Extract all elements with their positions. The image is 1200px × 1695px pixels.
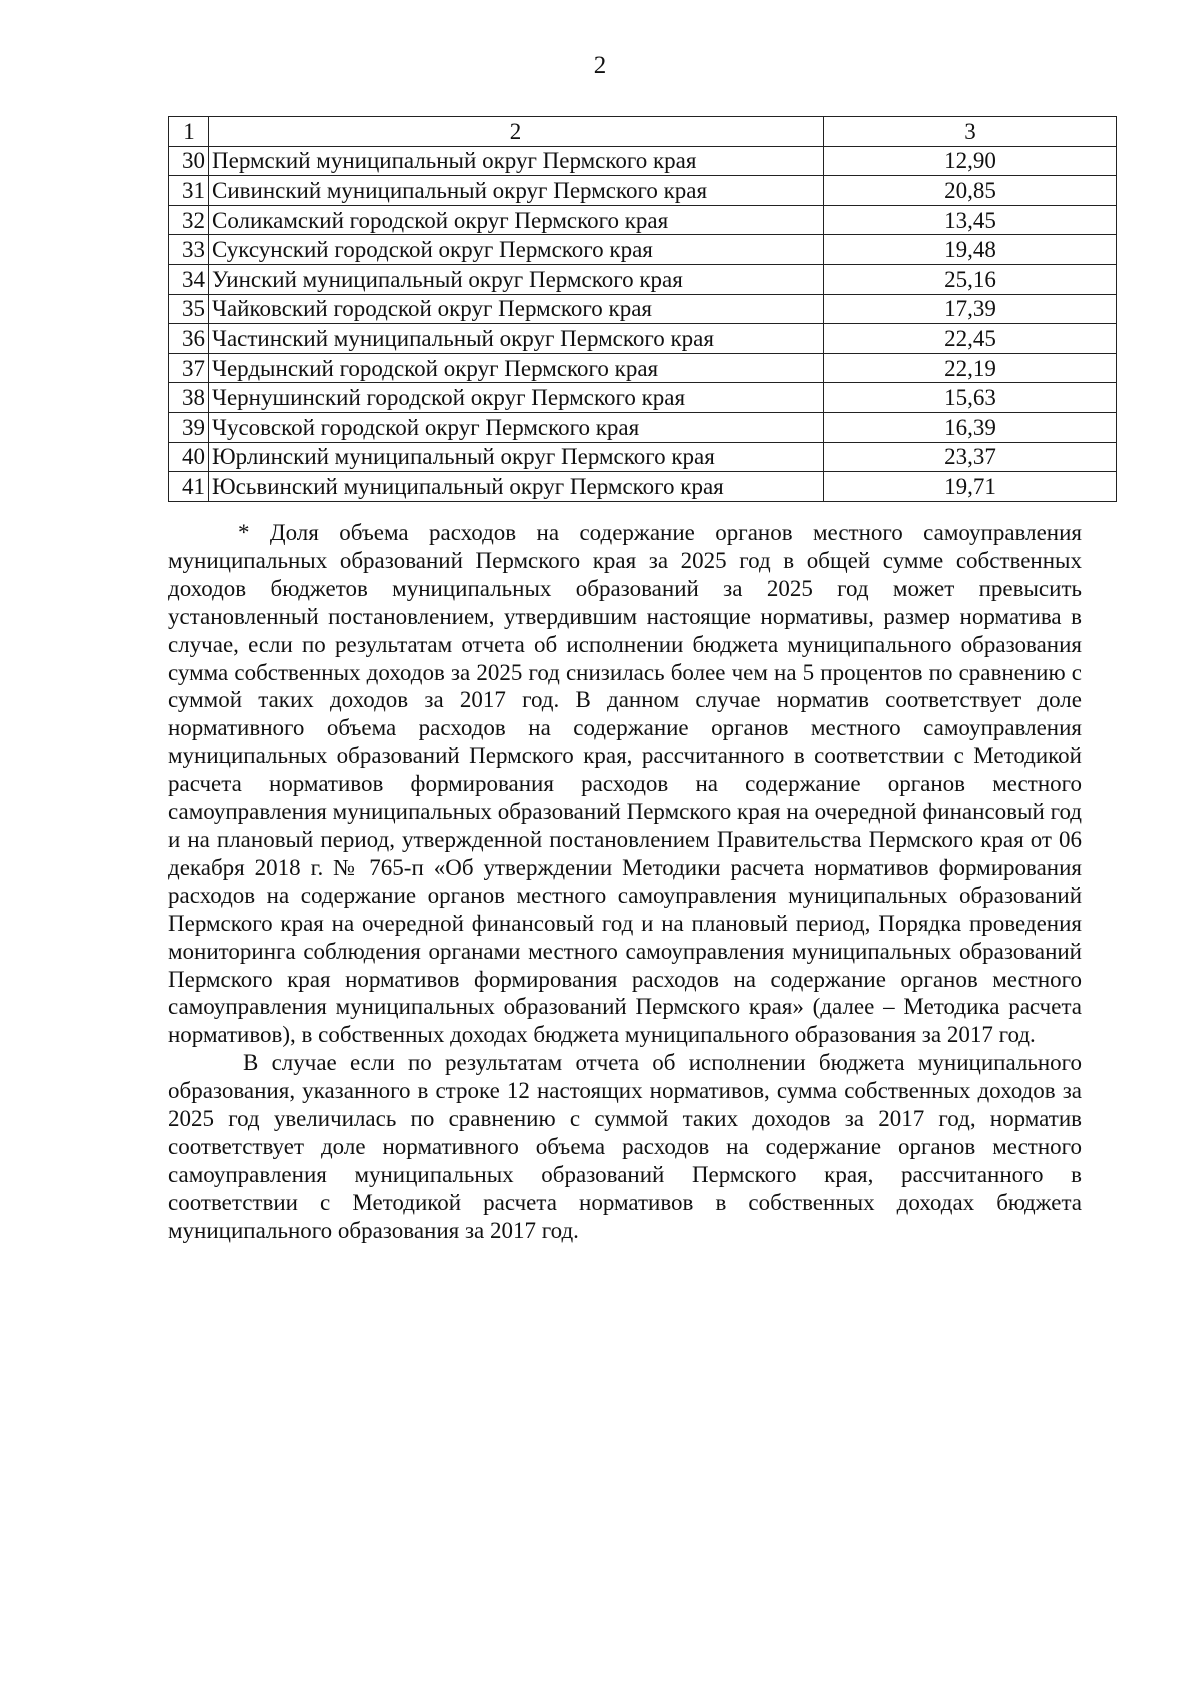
cell-number: 36 [169, 324, 209, 354]
header-cell-value: 3 [824, 117, 1117, 147]
cell-value: 15,63 [824, 383, 1117, 413]
table-row [169, 264, 1117, 294]
cell-municipality: Суксунский городской округ Пермского края [209, 235, 824, 265]
page-number: 2 [593, 52, 607, 79]
cell-municipality: Юсьвинский муниципальный округ Пермского края [209, 472, 824, 502]
cell-number: 41 [169, 472, 209, 502]
cell-municipality: Частинский муниципальный округ Пермского края [209, 324, 824, 354]
footnote-paragraph-1: * Доля объема расходов на содержание органов местного самоуправления муниципальных образований Пермского края за 2025 год в общей сумме собственных доходов бюджетов муниципальных образований за 2025 год может превысить установленный постановлением, утвердившим настоящие нормативы, размер норматива в случае, если по результатам отчета об исполнении бюджета муниципального образования сумма собственных доходов за 2025 год снизилась более чем на 5 процентов по сравнению с суммой таких доходов за 2017 год. В данном случае норматив соответствует доле нормативного объема расходов на содержание органов местного самоуправления муниципальных образований Пермского края, рассчитанного в соответствии с Методикой расчета нормативов формирования расходов на содержание органов местного самоуправления муниципальных образований Пермского края на очередной финансовый год и на плановый период, утвержденной постановлением Правительства Пермского края от 06 декабря 2018 г. № 765-п «Об утверждении Методики расчета нормативов формирования расходов на содержание органов местного самоуправления муниципальных образований Пермского края на очередной финансовый год и на плановый период, Порядка проведения мониторинга соблюдения органами местного самоуправления муниципальных образований Пермского края нормативов формирования расходов на содержание органов местного самоуправления муниципальных образований Пермского края» (далее – Методика расчета нормативов), в собственных доходах бюджета муниципального образования за 2017 год. [168, 520, 1082, 1048]
table-row [169, 146, 1117, 176]
cell-municipality: Юрлинский муниципальный округ Пермского края [209, 442, 824, 472]
table-row [169, 442, 1117, 472]
cell-municipality: Пермский муниципальный округ Пермского края [209, 146, 824, 176]
cell-number: 39 [169, 412, 209, 442]
cell-value: 19,48 [824, 235, 1117, 265]
cell-municipality: Соликамский городской округ Пермского края [209, 205, 824, 235]
table-header-row [169, 117, 1117, 147]
table-row [169, 205, 1117, 235]
cell-value: 17,39 [824, 294, 1117, 324]
table-row [169, 383, 1117, 413]
header-cell-name: 2 [209, 117, 824, 147]
cell-value: 22,45 [824, 324, 1117, 354]
cell-number: 33 [169, 235, 209, 265]
cell-municipality: Чернушинский городской округ Пермского края [209, 383, 824, 413]
cell-number: 37 [169, 353, 209, 383]
cell-value: 12,90 [824, 146, 1117, 176]
cell-value: 20,85 [824, 176, 1117, 206]
cell-number: 38 [169, 383, 209, 413]
cell-number: 30 [169, 146, 209, 176]
cell-value: 23,37 [824, 442, 1117, 472]
norms-table [168, 116, 1117, 502]
table-row [169, 235, 1117, 265]
cell-number: 32 [169, 205, 209, 235]
cell-value: 13,45 [824, 205, 1117, 235]
cell-value: 22,19 [824, 353, 1117, 383]
table-row [169, 294, 1117, 324]
table-row [169, 412, 1117, 442]
cell-municipality: Чердынский городской округ Пермского края [209, 353, 824, 383]
cell-number: 31 [169, 176, 209, 206]
table-row [169, 176, 1117, 206]
header-cell-number: 1 [169, 117, 209, 147]
cell-number: 34 [169, 264, 209, 294]
footnote-paragraph-2: В случае если по результатам отчета об исполнении бюджета муниципального образования, указанного в строке 12 настоящих нормативов, сумма собственных доходов за 2025 год увеличилась по сравнению с суммой таких доходов за 2017 год, норматив соответствует доле нормативного объема расходов на содержание органов местного самоуправления муниципальных образований Пермского края, рассчитанного в соответствии с Методикой расчета нормативов в собственных доходах бюджета муниципального образования за 2017 год. [168, 1050, 1082, 1243]
cell-municipality: Чусовской городской округ Пермского края [209, 412, 824, 442]
table-row [169, 353, 1117, 383]
cell-value: 19,71 [824, 472, 1117, 502]
footnotes [168, 519, 1082, 1245]
table-row [169, 472, 1117, 502]
cell-number: 35 [169, 294, 209, 324]
table-row [169, 324, 1117, 354]
norms-table-body [169, 117, 1117, 502]
cell-number: 40 [169, 442, 209, 472]
cell-value: 25,16 [824, 264, 1117, 294]
cell-value: 16,39 [824, 412, 1117, 442]
cell-municipality: Уинский муниципальный округ Пермского края [209, 264, 824, 294]
cell-municipality: Чайковский городской округ Пермского края [209, 294, 824, 324]
cell-municipality: Сивинский муниципальный округ Пермского края [209, 176, 824, 206]
